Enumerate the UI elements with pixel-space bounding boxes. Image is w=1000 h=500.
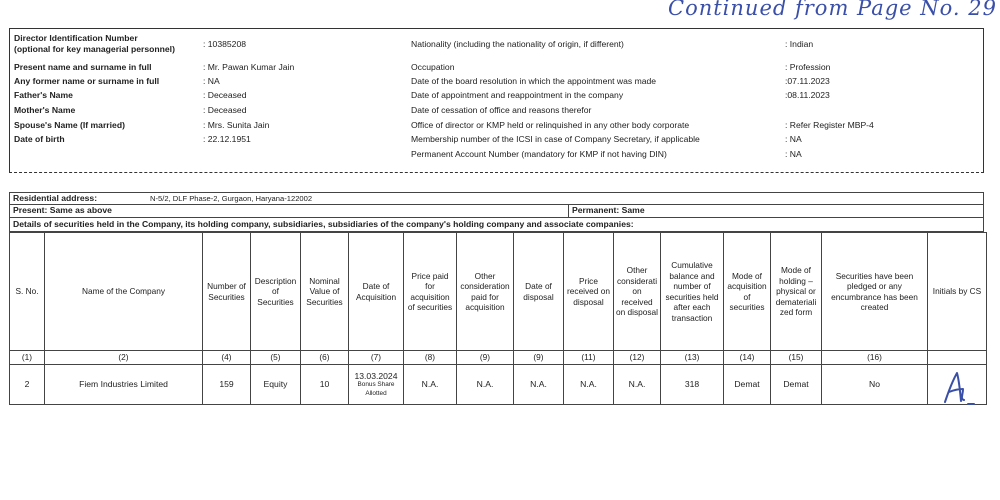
cell-mode-holding: Demat	[771, 365, 822, 405]
header-cell: Mode of holding – physical or demateriali zed form	[771, 233, 822, 351]
column-number: (14)	[724, 351, 771, 365]
header-cell: Description of Securities	[251, 233, 301, 351]
mother-name-value: : Deceased	[203, 105, 247, 115]
mother-name-label: Mother's Name	[14, 105, 76, 115]
appointment-date-label: Date of appointment and reappointment in the company	[411, 90, 624, 100]
residential-address-row	[9, 192, 984, 205]
pan-value: : NA	[785, 149, 802, 159]
header-cell: Date of Acquisition	[349, 233, 404, 351]
securities-heading: Details of securities held in the Company, its holding company, subsidiaries, subsidiaries of the company's holding company and associate companies:	[13, 219, 634, 229]
header-cell: Initials by CS	[928, 233, 987, 351]
cell-other-paid: N.A.	[457, 365, 514, 405]
cell-nominal: 10	[301, 365, 349, 405]
table-row	[10, 365, 987, 405]
header-cell: Number of Securities	[203, 233, 251, 351]
column-number: (11)	[564, 351, 614, 365]
present-permanent-row	[9, 205, 984, 218]
continuation-note: Continued from Page No. 29	[668, 0, 998, 20]
din-label: Director Identification Number	[14, 33, 138, 43]
column-number: (9)	[457, 351, 514, 365]
occupation-label: Occupation	[411, 62, 455, 72]
column-number: (9)	[514, 351, 564, 365]
pan-label: Permanent Account Number (mandatory for KMP if not having DIN)	[411, 149, 667, 159]
other-office-label: Office of director or KMP held or relinquished in any other body corporate	[411, 120, 690, 130]
board-resolution-value: :07.11.2023	[785, 76, 830, 86]
occupation-value: : Profession	[785, 62, 831, 72]
dob-label: Date of birth	[14, 134, 65, 144]
present-name-value: : Mr. Pawan Kumar Jain	[203, 62, 295, 72]
cell-price-paid: N.A.	[404, 365, 457, 405]
column-number: (8)	[404, 351, 457, 365]
cs-initials-signature-icon	[940, 368, 978, 410]
father-name-label: Father's Name	[14, 90, 73, 100]
header-cell: Other consideration paid for acquisition	[457, 233, 514, 351]
icsi-value: : NA	[785, 134, 802, 144]
address-divider	[568, 205, 569, 217]
father-name-value: : Deceased	[203, 90, 247, 100]
column-number: (7)	[349, 351, 404, 365]
cell-other-received: N.A.	[614, 365, 661, 405]
residential-address-label: Residential address:	[13, 193, 98, 203]
column-number: (5)	[251, 351, 301, 365]
securities-heading-row	[9, 218, 984, 232]
header-cell: Securities have been pledged or any encumbrance has been created	[822, 233, 928, 351]
cell-mode-acquisition: Demat	[724, 365, 771, 405]
cell-cumulative: 318	[661, 365, 724, 405]
cell-date-acquisition	[349, 365, 404, 405]
cell-price-received: N.A.	[564, 365, 614, 405]
other-office-value: : Refer Register MBP-4	[785, 120, 874, 130]
table-header-row	[10, 233, 987, 351]
cell-company: Fiem Industries Limited	[45, 365, 203, 405]
column-number: (13)	[661, 351, 724, 365]
permanent-address: Permanent: Same	[572, 205, 645, 215]
board-resolution-label: Date of the board resolution in which the appointment was made	[411, 76, 657, 86]
director-details-box	[9, 28, 984, 173]
cell-pledged: No	[822, 365, 928, 405]
header-cell: Date of disposal	[514, 233, 564, 351]
present-address: Present: Same as above	[13, 205, 112, 215]
din-value: : 10385208	[203, 39, 247, 49]
cessation-label: Date of cessation of office and reasons therefor	[411, 105, 592, 115]
column-number: (2)	[45, 351, 203, 365]
date-acquisition-value: 13.03.2024	[354, 370, 398, 381]
column-number	[928, 351, 987, 365]
header-cell: Name of the Company	[45, 233, 203, 351]
header-cell: Price received on disposal	[564, 233, 614, 351]
nationality-value: : Indian	[785, 39, 814, 49]
appointment-date-value: :08.11.2023	[785, 90, 830, 100]
header-cell: Mode of acquisition of securities	[724, 233, 771, 351]
column-number: (4)	[203, 351, 251, 365]
dob-value: : 22.12.1951	[203, 134, 251, 144]
column-number: (15)	[771, 351, 822, 365]
cell-date-disposal: N.A.	[514, 365, 564, 405]
date-acquisition-note: Bonus Share Allotted	[357, 381, 395, 397]
header-cell: Price paid for acquisition of securities	[404, 233, 457, 351]
header-cell: Other considerati on received on disposal	[614, 233, 661, 351]
cell-description: Equity	[251, 365, 301, 405]
header-cell: S. No.	[10, 233, 45, 351]
column-number: (12)	[614, 351, 661, 365]
spouse-name-value: : Mrs. Sunita Jain	[203, 120, 270, 130]
column-number: (6)	[301, 351, 349, 365]
column-number: (1)	[10, 351, 45, 365]
column-number-row	[10, 351, 987, 365]
header-cell: Nominal Value of Securities	[301, 233, 349, 351]
icsi-label: Membership number of the ICSI in case of Company Secretary, if applicable	[411, 134, 700, 144]
din-label-note: (optional for key managerial personnel)	[14, 44, 175, 54]
former-name-value: : NA	[203, 76, 220, 86]
securities-table	[9, 232, 987, 405]
cell-number: 159	[203, 365, 251, 405]
spouse-name-label: Spouse's Name (If married)	[14, 120, 125, 130]
residential-address-value: N-5/2, DLF Phase-2, Gurgaon, Haryana-122002	[150, 194, 313, 203]
former-name-label: Any former name or surname in full	[14, 76, 160, 86]
cell-sno: 2	[10, 365, 45, 405]
column-number: (16)	[822, 351, 928, 365]
header-cell: Cumulative balance and number of securities held after each transaction	[661, 233, 724, 351]
nationality-label: Nationality (including the nationality of origin, if different)	[411, 39, 624, 49]
present-name-label: Present name and surname in full	[14, 62, 152, 72]
